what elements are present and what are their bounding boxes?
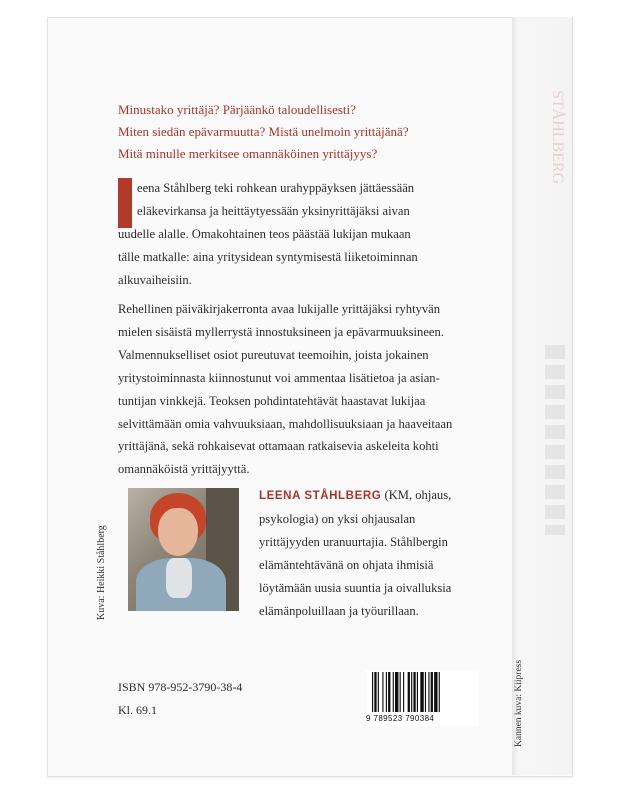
author-bio-line: yrittäjyyden uranuurtajia. Ståhlbergin bbox=[259, 535, 448, 549]
author-bio-text: (KM, ohjaus, bbox=[381, 488, 452, 502]
body-line: yrittäjänä, sekä rohkaisevat ottamaan ratkaisevia askeleita kohti bbox=[118, 439, 439, 454]
barcode-digits: 9 789523 790384 bbox=[366, 714, 435, 723]
intro-line: alkuvaiheisiin. bbox=[118, 273, 192, 287]
body-line: Valmennukselliset osiot pureutuvat teemoihin, joista jokainen bbox=[118, 347, 429, 362]
author-bio-first-line bbox=[259, 484, 509, 508]
author-bio-line: elämäntehtävänä on ohjata ihmisiä bbox=[259, 558, 434, 572]
body-line: omannäköistä yrittäjyyttä. bbox=[118, 462, 250, 477]
isbn-block bbox=[118, 676, 242, 722]
author-bio-line: elämänpoluillaan ja työurillaan. bbox=[259, 604, 419, 618]
body-line: tuntijan vinkkejä. Teoksen pohdintatehtävät haastavat lukijaa bbox=[118, 393, 426, 408]
body-line: selvittämään omia vahvuuksiaan, mahdollisuuksiaan ja haaveitaan bbox=[118, 416, 453, 431]
author-bio-line: löytämään uusia suuntia ja oivalluksia bbox=[259, 581, 452, 595]
author-bio-line: psykologia) on yksi ohjausalan bbox=[259, 512, 416, 526]
intro-line: tälle matkalle: aina yritysidean syntymisestä liiketoiminnan bbox=[118, 250, 418, 264]
question-line: Mitä minulle merkitsee omannäköinen yrittäjyys? bbox=[118, 146, 378, 161]
spine-title-text bbox=[545, 345, 565, 535]
spine-author-text: STÅHLBERG bbox=[549, 90, 566, 185]
intro-line: eena Ståhlberg teki rohkean urahyppäyksen jättäessään bbox=[137, 181, 415, 195]
author-name: LEENA STÅHLBERG bbox=[259, 490, 382, 502]
author-photo bbox=[128, 488, 239, 611]
classification: Kl. 69.1 bbox=[118, 703, 157, 717]
barcode-bars bbox=[372, 672, 472, 714]
question-line: Miten siedän epävarmuutta? Mistä unelmoin yrittäjänä? bbox=[118, 124, 409, 139]
question-block bbox=[118, 99, 498, 165]
drop-cap bbox=[118, 178, 132, 228]
intro-line: eläkevirkansa ja heittäytyessään yksinyrittäjäksi aivan bbox=[137, 204, 410, 218]
author-bio bbox=[259, 484, 509, 623]
cover-credit: Kannen kuva: Kiipress bbox=[514, 659, 524, 747]
intro-line: uudelle alalle. Omakohtainen teos päästää lukijan mukaan bbox=[118, 227, 411, 241]
photo-credit: Kuva: Heikki Ståhlberg bbox=[96, 525, 107, 620]
body-line: Rehellinen päiväkirjakerronta avaa lukijalle yrittäjäksi ryhtyvän bbox=[118, 302, 441, 316]
isbn-number: ISBN 978-952-3790-38-4 bbox=[118, 680, 243, 694]
body-line: yritystoiminnasta kiinnostunut voi ammentaa lisätietoa ja asian- bbox=[118, 370, 440, 385]
body-line: mielen sisäistä myllerrystä innostuksineen ja epävarmuuksineen. bbox=[118, 324, 444, 339]
question-line: Minustako yrittäjä? Pärjäänkö taloudellisesti? bbox=[118, 102, 356, 117]
barcode bbox=[366, 670, 478, 727]
body-paragraph bbox=[118, 298, 508, 481]
